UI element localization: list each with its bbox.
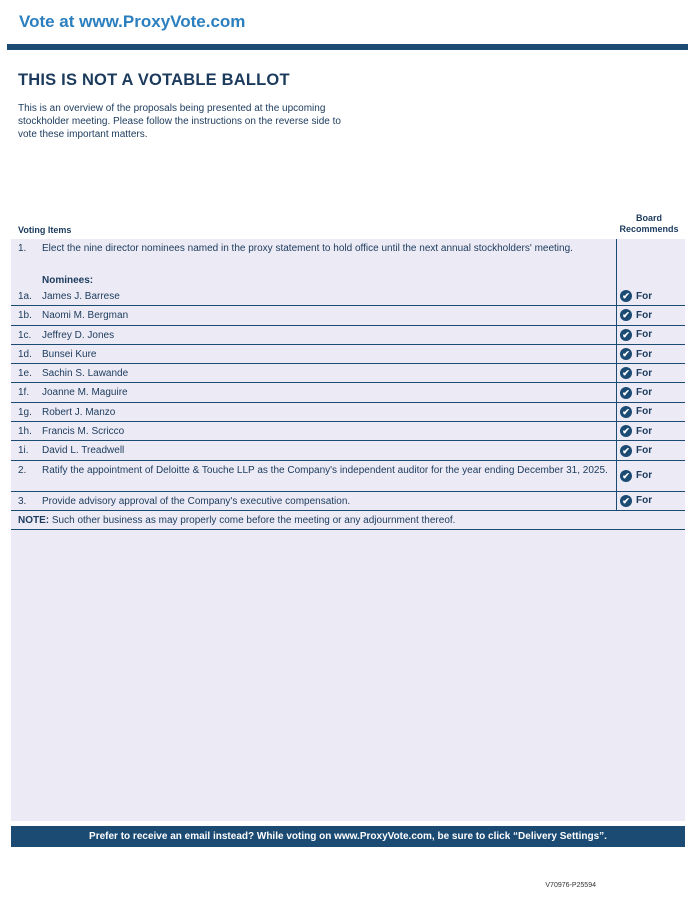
recommend-cell <box>616 287 685 305</box>
nominee-name: Sachin S. Lawande <box>42 368 129 380</box>
nominee-number: 1f. <box>18 387 30 399</box>
recommend-cell <box>616 345 685 363</box>
recommend-label: For <box>636 309 653 321</box>
job-code: V70976-P25594 <box>545 882 596 889</box>
board-recommends-line1: Board <box>635 213 662 223</box>
note-body: Such other business as may properly come before the meeting or any adjournment thereof. <box>49 514 456 526</box>
proposal-text: Ratify the appointment of Deloitte & Touche LLP as the Company's independent auditor for the year ending December 31, 2025. <box>42 464 608 476</box>
check-circle-icon: ✔ <box>620 406 632 418</box>
nominee-number: 1e. <box>18 368 32 380</box>
proposal-text: Elect the nine director nominees named in the proxy statement to hold office until the next annual stockholders' meeting. <box>42 243 573 254</box>
nominee-name: Jeffrey D. Jones <box>42 329 115 341</box>
recommend-cell <box>616 403 685 421</box>
check-circle-icon: ✔ <box>620 470 632 482</box>
email-delivery-banner: Prefer to receive an email instead? While voting on www.ProxyVote.com, be sure to click “Delivery Settings”. <box>11 826 685 847</box>
nominee-row <box>11 441 685 460</box>
nominee-row <box>11 403 685 422</box>
nominee-row <box>11 306 685 325</box>
recommend-label: For <box>636 495 653 507</box>
nominee-name: Joanne M. Maguire <box>42 387 128 399</box>
nominee-name: Bunsei Kure <box>42 348 97 360</box>
recommend-label: For <box>636 387 653 399</box>
recommend-cell <box>616 492 685 510</box>
board-recommends-line2: Recommends <box>619 224 679 234</box>
recommend-label: For <box>636 406 653 418</box>
nominee-name: David L. Treadwell <box>42 445 125 457</box>
recommend-label: For <box>636 445 653 457</box>
intro-text: This is an overview of the proposals being presented at the upcoming stockholder meeting. Please follow the instructions on the reverse side to vote these important matters. <box>18 103 341 140</box>
nominee-number: 1d. <box>18 348 32 360</box>
recommend-cell <box>616 441 685 459</box>
recommend-label: For <box>636 470 653 482</box>
nominee-row <box>11 287 685 306</box>
recommend-cell <box>616 461 685 491</box>
recommend-cell <box>616 383 685 401</box>
check-circle-icon: ✔ <box>620 329 632 341</box>
nominee-number: 1i. <box>18 445 29 457</box>
recommend-label: For <box>636 290 653 302</box>
recommend-cell <box>616 422 685 440</box>
nominee-number: 1g. <box>18 406 32 418</box>
recommend-cell <box>616 364 685 382</box>
nominee-number: 1c. <box>18 329 32 341</box>
nominee-name: Robert J. Manzo <box>42 406 116 418</box>
recommend-cell <box>616 239 685 287</box>
nominee-row <box>11 326 685 345</box>
proposal-number: 2. <box>18 464 27 476</box>
nominee-name: Naomi M. Bergman <box>42 310 129 322</box>
nominee-name: James J. Barrese <box>42 291 120 302</box>
recommend-label: For <box>636 425 653 437</box>
proposal-1-row <box>11 239 685 287</box>
check-circle-icon: ✔ <box>620 367 632 379</box>
recommend-cell <box>616 326 685 344</box>
nominee-row <box>11 383 685 402</box>
proposal-text: Provide advisory approval of the Company's executive compensation. <box>42 495 351 507</box>
proposal-2-row <box>11 461 685 492</box>
recommend-label: For <box>636 348 653 360</box>
check-circle-icon: ✔ <box>620 348 632 360</box>
recommend-label: For <box>636 367 653 379</box>
nominee-row <box>11 422 685 441</box>
note-text <box>18 515 455 526</box>
nominee-number: 1h. <box>18 426 32 438</box>
proposals-table <box>11 239 685 530</box>
nominee-name: Francis M. Scricco <box>42 426 125 438</box>
board-recommends-header <box>613 213 685 235</box>
nominee-row <box>11 345 685 364</box>
ballot-title: THIS IS NOT A VOTABLE BALLOT <box>18 71 290 89</box>
nominee-number: 1b. <box>18 310 32 322</box>
recommend-label: For <box>636 329 653 341</box>
note-label: NOTE: <box>18 514 50 526</box>
nominees-label: Nominees: <box>42 275 94 286</box>
check-circle-icon: ✔ <box>620 495 632 507</box>
recommend-cell <box>616 306 685 324</box>
check-circle-icon: ✔ <box>620 290 632 302</box>
check-circle-icon: ✔ <box>620 309 632 321</box>
check-circle-icon: ✔ <box>620 387 632 399</box>
proposal-number: 1. <box>18 243 27 254</box>
note-row <box>11 511 685 530</box>
vote-link-header[interactable]: Vote at www.ProxyVote.com <box>19 12 246 31</box>
voting-items-header: Voting Items <box>18 225 72 235</box>
check-circle-icon: ✔ <box>620 445 632 457</box>
proposal-number: 3. <box>18 495 27 507</box>
header-rule <box>7 44 688 50</box>
nominee-number: 1a. <box>18 291 32 302</box>
check-circle-icon: ✔ <box>620 425 632 437</box>
nominee-row <box>11 364 685 383</box>
proposal-3-row <box>11 492 685 511</box>
